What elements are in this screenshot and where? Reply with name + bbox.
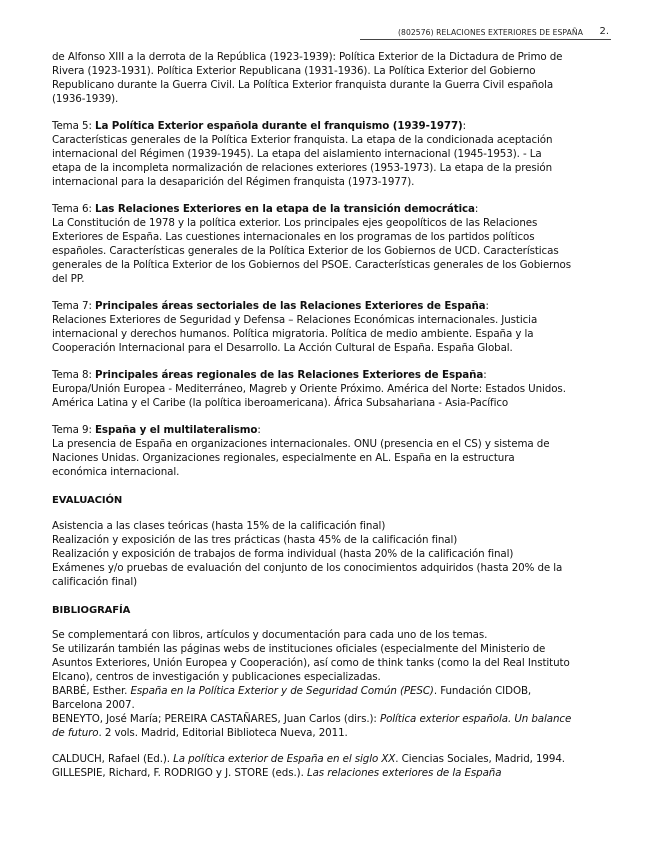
tema-label: Tema 8: xyxy=(52,369,92,382)
list-item: Asistencia a las clases teóricas (hasta 15% de la calificación final) xyxy=(52,519,386,532)
reference-item xyxy=(52,685,572,713)
intro-paragraph: de Alfonso XIII a la derrota de la República (1923-1939): Política Exterior de la Dictadura de Primo de Rivera (1923-1931). Política Exterior Republicana (1931-1936). La Política Exterior del Gobierno Republicano durante la Guerra Civil. La Política Exterior franquista durante la Guerra Civil española (1936-1939). xyxy=(52,51,563,105)
tema-heading xyxy=(52,424,572,438)
tema-heading xyxy=(52,203,572,217)
tema-title: España y el multilateralismo xyxy=(95,424,258,437)
tema-6 xyxy=(52,203,572,286)
reference-title: Política exterior española. Un balance de futuro xyxy=(52,712,572,739)
tema-label: Tema 9: xyxy=(52,424,92,437)
tema-label: Tema 7: xyxy=(52,300,92,313)
tema-body: Europa/Unión Europea - Mediterráneo, Magreb y Oriente Próximo. América del Norte: Estados Unidos. América Latina y el Caribe (la política iberoamericana). África Subsahariana - Asia-Pacífico xyxy=(52,383,566,410)
tema-colon: : xyxy=(474,203,479,216)
reference-details: . Fundación CIDOB, Barcelona 2007. xyxy=(52,685,532,711)
bibliografia-intro: Se complementará con libros, artículos y documentación para cada uno de los temas. xyxy=(52,629,488,642)
header-title: (802576) RELACIONES EXTERIORES DE ESPAÑA xyxy=(397,28,583,37)
tema-9 xyxy=(52,424,572,480)
reference-author: BENEYTO, José María; PEREIRA CASTAÑARES, Juan Carlos (dirs.): xyxy=(52,712,380,725)
tema-7 xyxy=(52,300,572,356)
tema-label: Tema 6: xyxy=(52,203,92,216)
tema-heading xyxy=(52,300,572,314)
reference-author: BARBÉ, Esther. xyxy=(52,685,131,698)
reference-title: España en la Política Exterior y de Seguridad Común (PESC) xyxy=(130,685,434,698)
tema-body: Características generales de la Política Exterior franquista. La etapa de la condicionada aceptación internacional del Régimen (1939-1945). La etapa del aislamiento internacional (1945-1953). - La etapa de la incompleta normalización de relaciones exteriores (1953-1973). La etapa de la presión internacional para la desaparición del Régimen franquista (1973-1977). xyxy=(52,134,553,188)
reference-title: La política exterior de España en el siglo XX xyxy=(173,752,396,765)
tema-8 xyxy=(52,369,572,411)
tema-title: La Política Exterior española durante el franquismo (1939-1977) xyxy=(95,120,463,133)
tema-body: La Constitución de 1978 y la política exterior. Los principales ejes geopolíticos de las Relaciones Exteriores de España. Las cuestiones internacionales en los programas de los partidos políticos españoles. Características generales de la Política Exterior de los Gobiernos de UCD. Características generales de la Política Exterior de los Gobiernos del PSOE. Características generales de los Gobiernos del PP. xyxy=(52,217,571,285)
reference-item xyxy=(52,767,572,781)
header-rule xyxy=(360,39,611,40)
reference-details: . 2 vols. Madrid, Editorial Biblioteca Nueva, 2011. xyxy=(98,726,348,739)
list-item: Realización y exposición de las tres prácticas (hasta 45% de la calificación final) xyxy=(52,533,458,546)
tema-body: La presencia de España en organizaciones internacionales. ONU (presencia en el CS) y sistema de Naciones Unidas. Organizaciones regionales, especialmente en AL. España en la estructura económica internacional. xyxy=(52,438,550,479)
list-item: Realización y exposición de trabajos de forma individual (hasta 20% de la calificación final) xyxy=(52,547,514,560)
evaluacion-list xyxy=(52,520,572,590)
tema-5 xyxy=(52,120,572,190)
document-body xyxy=(52,51,572,780)
tema-heading xyxy=(52,120,572,134)
tema-colon: : xyxy=(483,369,487,382)
page-header xyxy=(0,26,655,42)
tema-title: Las Relaciones Exteriores en la etapa de la transición democrática xyxy=(95,203,475,216)
reference-author: GILLESPIE, Richard, F. RODRIGO y J. STORE (eds.). xyxy=(52,766,307,779)
evaluacion-heading: EVALUACIÓN xyxy=(52,495,123,507)
tema-title: Principales áreas sectoriales de las Relaciones Exteriores de España xyxy=(95,300,486,313)
tema-heading xyxy=(52,369,572,383)
bibliografia-heading: BIBLIOGRAFÍA xyxy=(52,604,131,616)
bibliografia-intro: Se utilizarán también las páginas webs de instituciones oficiales (especialmente del Ministerio de Asuntos Exteriores, Unión Europea y Cooperación), así como de think tanks (como la del Real Instituto Elcano), centros de investigación y publicaciones especializadas. xyxy=(52,643,570,684)
tema-colon: : xyxy=(462,120,466,133)
list-item: Exámenes y/o pruebas de evaluación del conjunto de los conocimientos adquiridos (hasta 20% de la calificación final) xyxy=(52,561,563,588)
tema-label: Tema 5: xyxy=(52,120,92,133)
tema-colon: : xyxy=(257,424,261,437)
reference-title: Las relaciones exteriores de la España xyxy=(306,766,502,779)
reference-details: . Ciencias Sociales, Madrid, 1994. xyxy=(395,752,565,765)
tema-body: Relaciones Exteriores de Seguridad y Defensa – Relaciones Económicas internacionales. Justicia internacional y derechos humanos. Política migratoria. Política de medio ambiente. España y la Cooperación Internacional para el Desarrollo. La Acción Cultural de España. España Global. xyxy=(52,314,538,354)
reference-item xyxy=(52,753,572,767)
tema-colon: : xyxy=(485,300,489,313)
reference-author: CALDUCH, Rafael (Ed.). xyxy=(52,752,174,765)
reference-item xyxy=(52,713,572,741)
bibliografia-list xyxy=(52,629,572,780)
tema-title: Principales áreas regionales de las Relaciones Exteriores de España xyxy=(95,369,484,382)
page-number: 2. xyxy=(599,26,609,37)
